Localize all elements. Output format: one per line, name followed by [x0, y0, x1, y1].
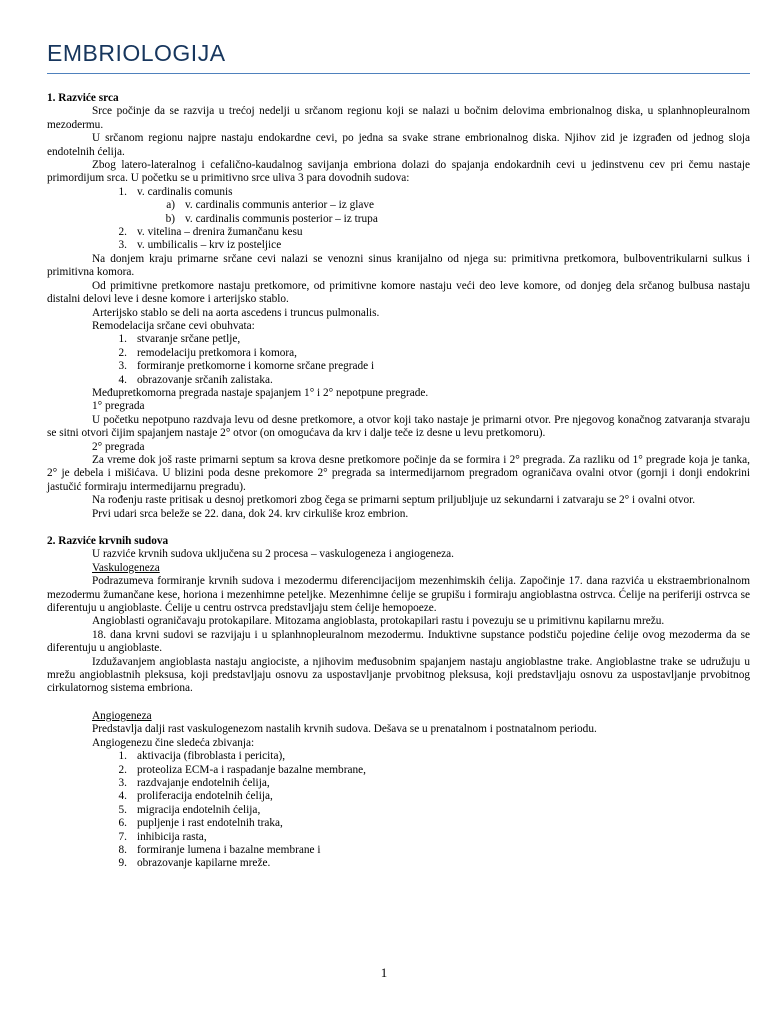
paragraph: 1° pregrada [92, 400, 145, 413]
paragraph: Međupretkomorna pregrada nastaje spajanjem 1° i 2° nepotpune pregrade. [92, 386, 429, 399]
paragraph: Prvi udari srca beleže se 22. dana, dok 24. krv cirkuliše kroz embrion. [92, 507, 409, 520]
subheading-vasculogenesis: Vaskulogeneza [92, 561, 160, 574]
list-item-number: a) [166, 199, 175, 212]
paragraph: Predstavlja dalji rast vaskulogenezom nastalih krvnih sudova. Dešava se u prenatalnom i postnatalnom periodu. [92, 723, 597, 736]
list-item-text: remodelaciju pretkomora i komora, [137, 346, 297, 359]
list-remodeling [47, 333, 750, 387]
list-item-number: b) [165, 212, 175, 225]
document-title: EMBRIOLOGIJA [47, 40, 226, 66]
list-item [47, 347, 750, 360]
paragraph: Za vreme dok još raste primarni septum sa krova desne pretkomore počinje da se formira i 2° pregrada. Za razliku od 1° pregrade koja je tanka, 2° je debela i mišićava. U blizini poda desne prekomore 2° pregrada sa intermedijarnom pregradom ograničava ovalni otvor (gornji i donji endokrini jastučić formiraju intermedijarnu pregradu). [47, 453, 750, 493]
list-item-text: v. cardinalis comunis [137, 185, 233, 198]
list-angiogenesis-steps [47, 750, 750, 871]
list-item-number: 7. [118, 830, 127, 843]
paragraph: U razviće krvnih sudova uključena su 2 procesa – vaskulogeneza i angiogeneza. [92, 548, 454, 561]
paragraph: Angiogenezu čine sledeća zbivanja: [92, 736, 255, 749]
list-item-text: migracija endotelnih ćelija, [137, 803, 261, 816]
list-item-number: 2. [118, 346, 127, 359]
list-item-number: 8. [118, 843, 127, 856]
list-item [47, 239, 750, 252]
list-item-text: proteoliza ECM-a i raspadanje bazalne membrane, [137, 763, 366, 776]
list-item-number: 1. [118, 333, 127, 346]
list-afferent-vessels [47, 186, 750, 253]
paragraph: Remodelacija srčane cevi obuhvata: [92, 319, 255, 332]
paragraph: 18. dana krvni sudovi se razvijaju i u splanhnopleuralnom mezodermu. Induktivne supstance podstiču pojedine ćelije ovog mezoderma da se diferentuju u angioblaste. [47, 628, 750, 655]
document-body [47, 92, 750, 871]
list-item-number: 6. [118, 817, 127, 830]
paragraph: U srčanom regionu najpre nastaju endokardne cevi, po jedna sa svake strane embrionalnog diska. Njihov zid je izgrađen od jednog sloja endotelnih ćelija. [47, 132, 750, 158]
list-item-text: obrazovanje srčanih zalistaka. [137, 373, 273, 386]
list-item-text: formiranje pretkomorne i komorne srčane pregrade i [137, 360, 375, 373]
list-item [47, 199, 750, 212]
list-item-number: 3. [118, 239, 127, 252]
page-number: 1 [380, 965, 388, 980]
list-item-number: 3. [118, 360, 127, 373]
subheading-angiogenesis: Angiogeneza [92, 709, 152, 722]
paragraph: U početku nepotpuno razdvaja levu od desne pretkomore, a otvor koji tako nastaje je primarni otvor. Pre njegovog konačnog zatvaranja stvaraju se sitni otvori čijim spajanjem nastaje 2° otvor (on omogućava da krv i dalje teče iz desne u levu pretkomoru). [47, 413, 750, 440]
list-item-number: 1. [118, 750, 127, 763]
list-item-text: stvaranje srčane petlje, [137, 333, 241, 346]
list-item [47, 804, 750, 817]
section-gap [47, 696, 750, 710]
title-underline [47, 73, 750, 74]
list-item [47, 857, 750, 870]
paragraph: Arterijsko stablo se deli na aorta ascedens i truncus pulmonalis. [92, 306, 380, 319]
list-item [47, 831, 750, 844]
paragraph: 2° pregrada [92, 440, 145, 453]
list-item-number: 4. [118, 373, 127, 386]
list-item-text: formiranje lumena i bazalne membrane i [137, 843, 321, 856]
paragraph: Na donjem kraju primarne srčane cevi nalazi se venozni sinus kranijalno od njega su: primitivna pretkomora, bulboventrikularni sulkus i primitivna komora. [47, 252, 750, 279]
list-item [47, 226, 750, 239]
list-item-number: 2. [118, 226, 127, 239]
section-gap [47, 521, 750, 535]
section-heading-heart: 1. Razviće srca [47, 92, 119, 104]
list-item-text: proliferacija endotelnih ćelija, [137, 790, 273, 803]
list-item [47, 186, 750, 199]
list-item-number: 4. [118, 790, 127, 803]
list-item-text: razdvajanje endotelnih ćelija, [137, 776, 270, 789]
list-item-text: v. cardinalis communis posterior – iz trupa [185, 212, 378, 225]
list-item-text: v. umbilicalis – krv iz posteljice [137, 239, 282, 252]
paragraph: Izdužavanjem angioblasta nastaju angiociste, a njihovim međusobnim spajanjem nastaju angioblastne trake. Angioblastne trake se udružuju u mrežu angioblastnih pleksusa, koji predstavljaju osnovu za uspostavljanje prvobitnog pleksusa, koji predstavljaju osnovu za uspostavljanje prvobitnog cirkulatornog sistema embriona. [47, 655, 750, 695]
list-item-text: v. vitelina – drenira žumančanu kesu [137, 226, 303, 239]
list-item-text: pupljenje i rast endotelnih traka, [137, 817, 283, 830]
list-item [47, 213, 750, 226]
list-item-number: 5. [118, 803, 127, 816]
list-item [47, 817, 750, 830]
paragraph: Srce počinje da se razvija u trećoj nedelji u srčanom regionu koji se nalazi u bočnim delovima embrionalnog diska, u splanhnopleuralnom mezodermu. [47, 105, 750, 131]
list-item-number: 9. [118, 857, 127, 870]
list-item-text: obrazovanje kapilarne mreže. [137, 857, 271, 870]
paragraph: Na rođenju raste pritisak u desnoj pretkomori zbog čega se primarni septum priljubljuje uz sekundarni i zatvaraju se 2° i ovalni otvor. [92, 494, 696, 507]
list-item [47, 750, 750, 763]
paragraph: Angioblasti ograničavaju protokapilare. Mitozama angioblasta, protokapilari rastu i povezuju se u primitivnu kapilarnu mrežu. [92, 615, 665, 628]
list-item [47, 360, 750, 373]
list-item-number: 1. [118, 185, 127, 198]
list-item-number: 3. [118, 776, 127, 789]
list-item-number: 2. [118, 763, 127, 776]
list-item [47, 374, 750, 387]
list-item [47, 790, 750, 803]
list-item [47, 764, 750, 777]
paragraph: Zbog latero-lateralnog i cefalično-kaudalnog savijanja embriona dolazi do spajanja endokardnih cevi u jedinstvenu cev pri čemu nastaje primordijum srca. U početku se u primitivno srce uliva 3 para dovodnih sudova: [47, 159, 750, 185]
paragraph: Podrazumeva formiranje krvnih sudova i mezodermu diferencijacijom mezenhimskih ćelija. Započinje 17. dana razvića u ekstraembrionalnom mezodermu žumančane kese, horiona i mezenhimne peteljke. Mezenhimne ćelije se grupišu i formiraju angioblastna ostrvca. Ćelije na periferiji ostrvca se diferentuju u angioblaste. Ćelije u centru ostrvca predstavljaju stem ćelije hemopoeze. [47, 575, 750, 615]
list-item-text: inhibicija rasta, [137, 830, 207, 843]
list-item-text: aktivacija (fibroblasta i pericita), [137, 750, 286, 763]
section-heading-vessels: 2. Razviće krvnih sudova [47, 535, 169, 547]
list-item [47, 777, 750, 790]
list-item-text: v. cardinalis communis anterior – iz glave [185, 199, 375, 212]
paragraph: Od primitivne pretkomore nastaju pretkomore, od primitivne komore nastaju veći deo leve komore, od donjeg dela srčanog bulbusa nastaju distalni delovi leve i desne komore i arterijsko stablo. [47, 279, 750, 306]
list-item [47, 844, 750, 857]
list-item [47, 333, 750, 346]
